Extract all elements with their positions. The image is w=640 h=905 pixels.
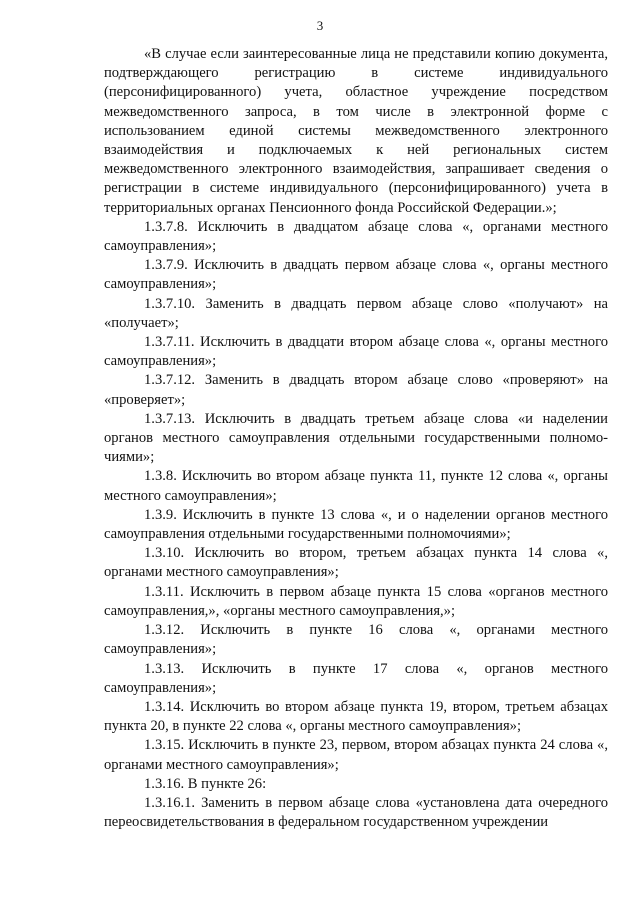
paragraph-1-3-7-9: 1.3.7.9. Исключить в двадцать первом абзаце слова «, органы местного самоуправления»; [104,257,608,293]
paragraph-1-3-12: 1.3.12. Исключить в пункте 16 слова «, органами местного самоуправления»; [104,622,608,658]
paragraph-1-3-7-13: 1.3.7.13. Исключить в двадцать третьем абзаце слова «и наделении органов местного самоуправления отдельными государственными полномо-чиями»; [104,410,608,466]
paragraph-1-3-13: 1.3.13. Исключить в пункте 17 слова «, органов местного самоуправления»; [104,660,608,696]
paragraph-1-3-7-12: 1.3.7.12. Заменить в двадцать втором абзаце слово «проверяют» на «проверяет»; [104,372,608,408]
paragraph-1-3-7-10: 1.3.7.10. Заменить в двадцать первом абзаце слово «получают» на «получает»; [104,295,608,331]
paragraph-1-3-11: 1.3.11. Исключить в первом абзаце пункта 15 слова «органов местного самоуправления,», «органы местного самоуправления,»; [104,583,608,619]
paragraph-1-3-10: 1.3.10. Исключить во втором, третьем абзацах пункта 14 слова «, органами местного самоуправления»; [104,545,608,581]
paragraph-1-3-9: 1.3.9. Исключить в пункте 13 слова «, и о наделении органов местного самоуправления отдельными государственными полномочиями»; [104,506,608,543]
page-number: 3 [316,18,324,33]
paragraph-1-3-8: 1.3.8. Исключить во втором абзаце пункта 11, пункте 12 слова «, органы местного самоуправления»; [104,468,608,504]
paragraph-1-3-7-11: 1.3.7.11. Исключить в двадцати втором абзаце слова «, органы местного самоуправления»; [104,334,608,370]
document-body [104,45,608,832]
paragraph-1-3-7-8: 1.3.7.8. Исключить в двадцатом абзаце слова «, органами местного самоуправления»; [104,218,608,255]
paragraph-1-3-16-1: 1.3.16.1. Заменить в первом абзаце слова «установлена дата очередного переосвидетельствования в федеральном государственном учреждении [104,794,608,831]
paragraph-quoted-amendment: «В случае если заинтересованные лица не представили копию документа, подтверждающего регистрацию в системе индивидуального (персонифицированного) учета, областное учреждение посредством межведомственного запроса, в том числе в электронной форме с использованием единой системы межведомственного электронного взаимодействия и подключаемых к ней региональных систем межведомственного электронного взаимодействия, запрашивает сведения о регистрации в системе индивидуального (персонифицированного) учета в территориальных органах Пенсионного фонда Российской Федерации.»; [104,46,608,216]
paragraph-1-3-14: 1.3.14. Исключить во втором абзаце пункта 19, втором, третьем абзацах пункта 20, в пункте 22 слова «, органы местного самоуправления»; [104,698,608,735]
paragraph-1-3-15: 1.3.15. Исключить в пункте 23, первом, втором абзацах пункта 24 слова «, органами местного самоуправления»; [104,737,608,773]
paragraph-1-3-16: 1.3.16. В пункте 26: [144,775,267,792]
